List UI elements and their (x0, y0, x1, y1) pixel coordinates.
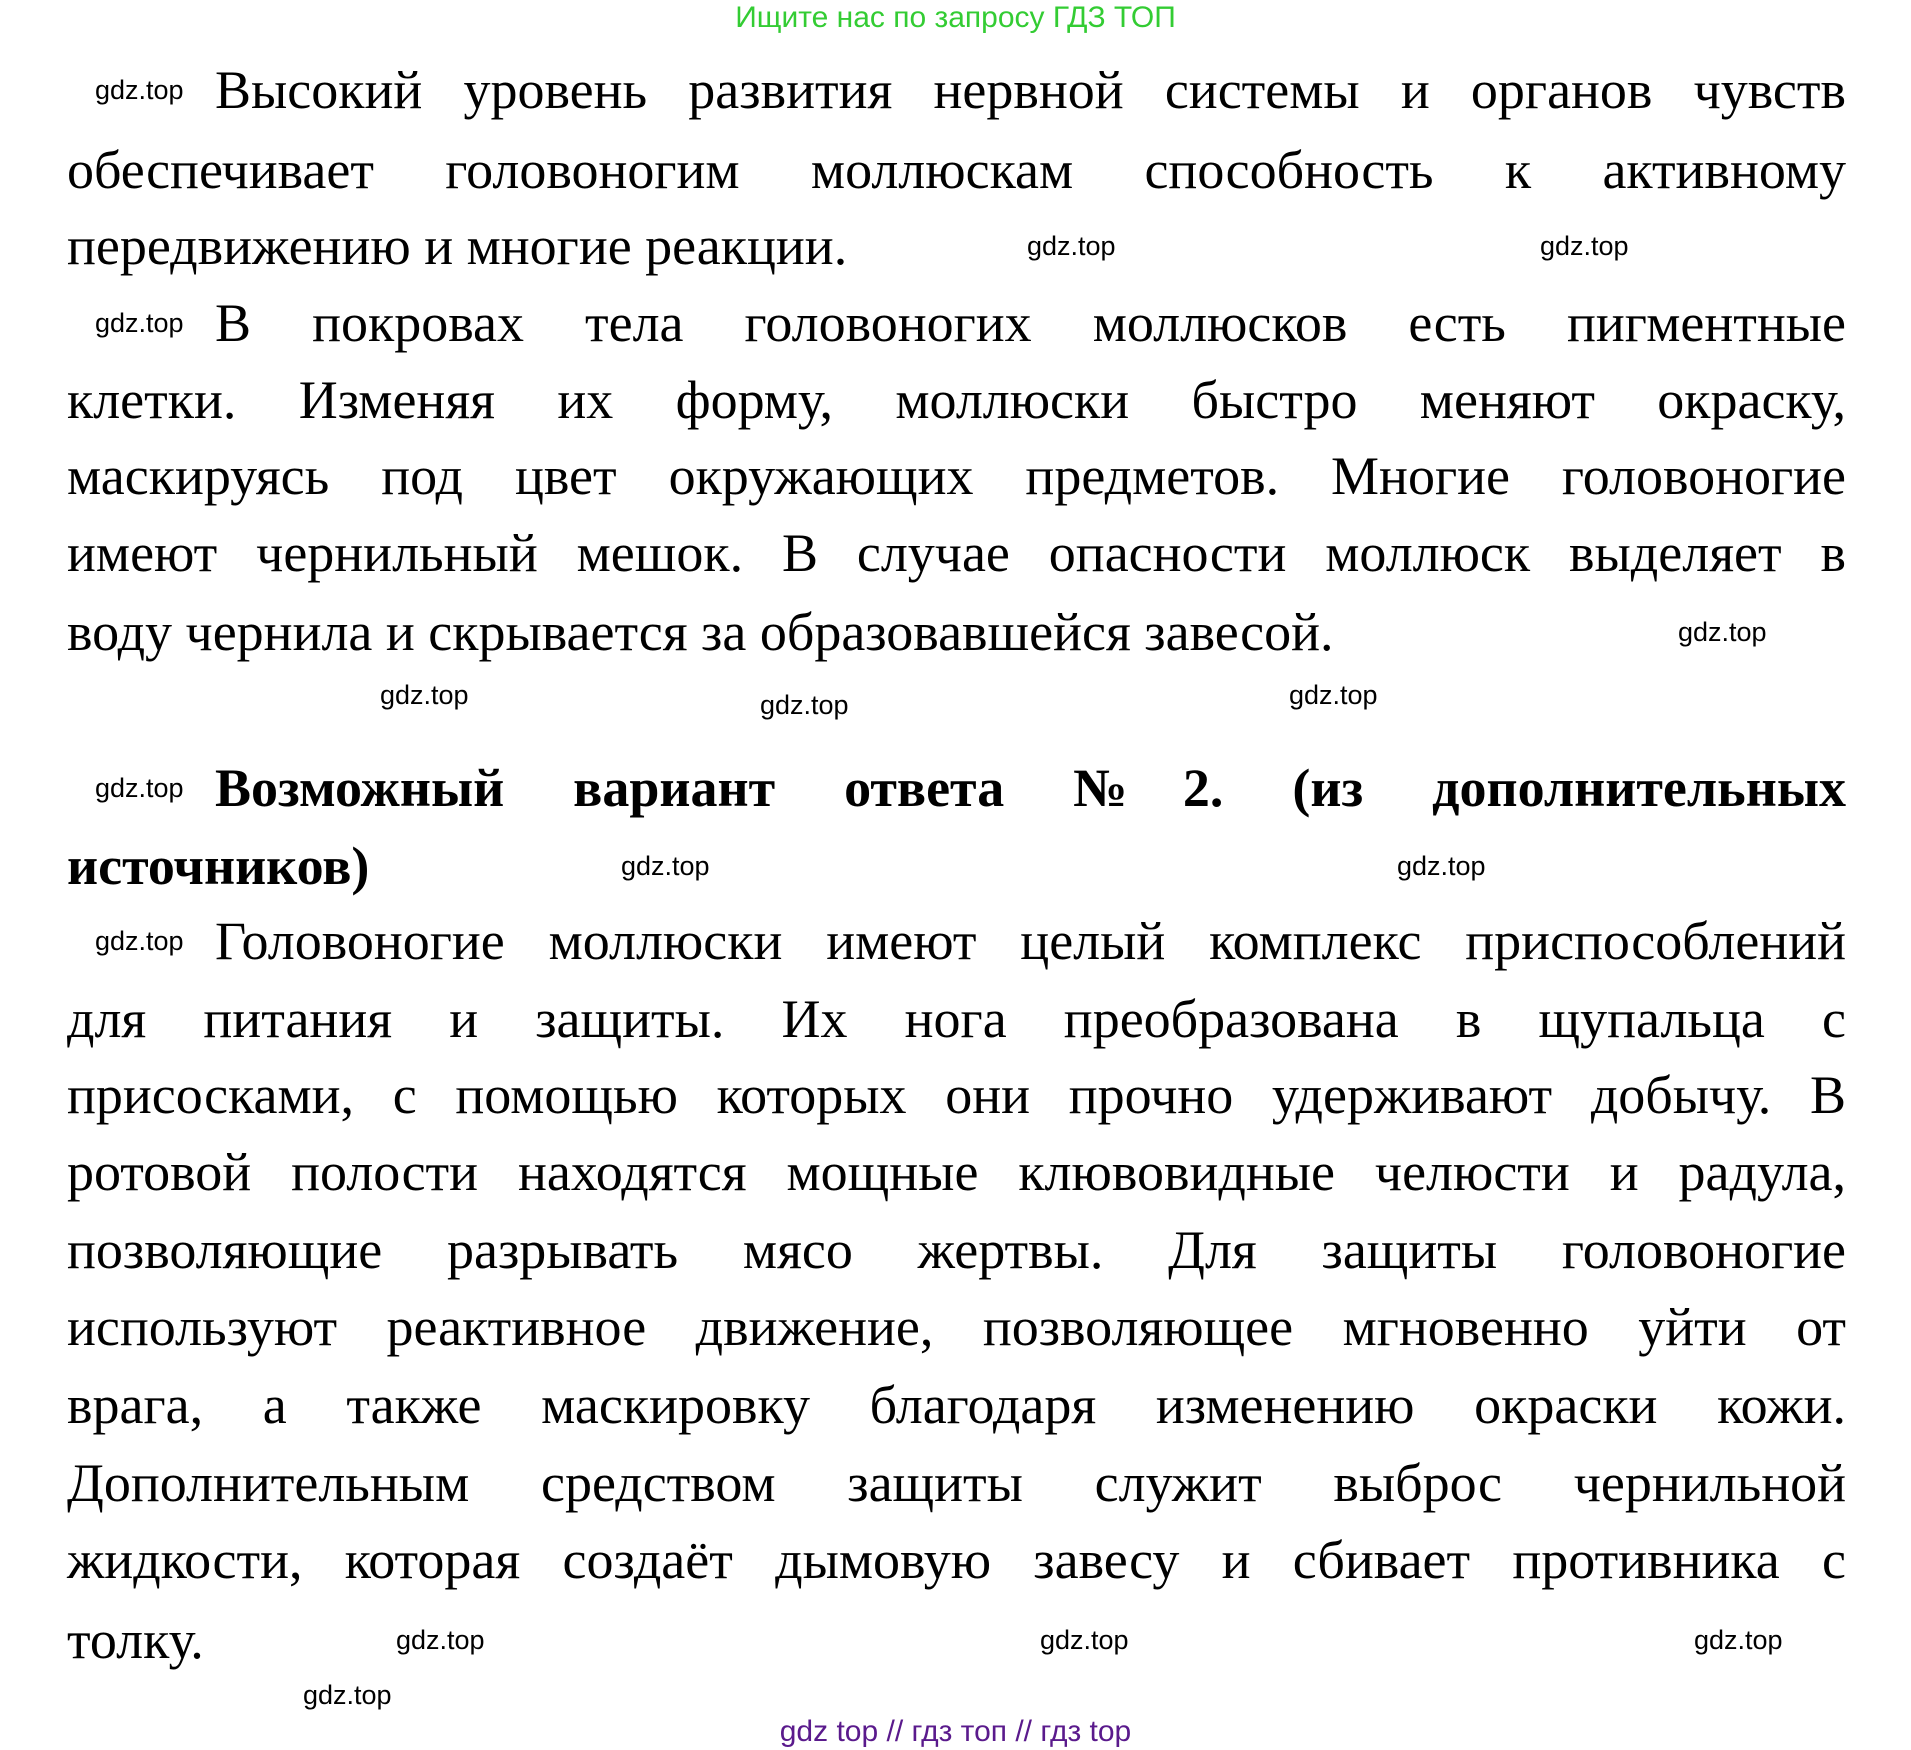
gdz-watermark: gdz.top (380, 680, 469, 710)
gdz-watermark: gdz.top (1040, 1625, 1129, 1655)
paragraph3-line: используют реактивное движение, позволяющее мгновенно уйти от (67, 1297, 1846, 1357)
paragraph3-line: позволяющие разрывать мясо жертвы. Для защиты головоногие (67, 1220, 1846, 1280)
paragraph1-line: передвижению и многие реакции. (67, 216, 848, 276)
paragraph2-line: маскируясь под цвет окружающих предметов. Многие головоногие (67, 446, 1846, 506)
gdz-watermark: gdz.top (95, 308, 184, 338)
gdz-watermark: gdz.top (1397, 851, 1486, 881)
paragraph3-line: для питания и защиты. Их нога преобразована в щупальца с (67, 989, 1846, 1049)
gdz-watermark: gdz.top (303, 1680, 392, 1710)
paragraph3-line: жидкости, которая создаёт дымовую завесу и сбивает противника с (67, 1530, 1846, 1590)
heading-line: источников) (67, 836, 370, 896)
paragraph2-line: В покровах тела головоногих моллюсков есть пигментные (215, 293, 1846, 353)
paragraph2-line: воду чернила и скрывается за образовавшейся завесой. (67, 602, 1334, 662)
paragraph3-line: присосками, с помощью которых они прочно удерживают добычу. В (67, 1065, 1846, 1125)
paragraph3-line: толку. (67, 1610, 204, 1670)
gdz-watermark: gdz.top (95, 773, 184, 803)
paragraph3-line: ротовой полости находятся мощные клювовидные челюсти и радула, (67, 1142, 1846, 1202)
gdz-watermark: gdz.top (1678, 617, 1767, 647)
gdz-watermark: gdz.top (760, 690, 849, 720)
paragraph3-line: Дополнительным средством защиты служит выброс чернильной (67, 1453, 1846, 1513)
gdz-watermark: gdz.top (1540, 231, 1629, 261)
paragraph1-line: обеспечивает головоногим моллюскам способность к активному (67, 140, 1846, 200)
gdz-watermark: gdz.top (1289, 680, 1378, 710)
paragraph3-line: Головоногие моллюски имеют целый комплекс приспособлений (215, 911, 1846, 971)
footer-watermark: gdz top // гдз топ // гдз top (779, 1715, 1132, 1748)
gdz-watermark: gdz.top (1694, 1625, 1783, 1655)
gdz-watermark: gdz.top (621, 851, 710, 881)
paragraph3-line: врага, а также маскировку благодаря изменению окраски кожи. (67, 1375, 1846, 1435)
gdz-watermark: gdz.top (396, 1625, 485, 1655)
heading-line: Возможный вариант ответа №2. (из дополнительных (215, 758, 1846, 818)
gdz-watermark: gdz.top (95, 75, 184, 105)
paragraph1-line: Высокий уровень развития нервной системы и органов чувств (215, 60, 1846, 120)
gdz-watermark: gdz.top (1027, 231, 1116, 261)
paragraph2-line: клетки. Изменяя их форму, моллюски быстро меняют окраску, (67, 370, 1846, 430)
paragraph2-line: имеют чернильный мешок. В случае опасности моллюск выделяет в (67, 523, 1846, 583)
gdz-watermark: gdz.top (95, 926, 184, 956)
search-hint-banner: Ищите нас по запросу ГДЗ ТОП (735, 1, 1176, 34)
